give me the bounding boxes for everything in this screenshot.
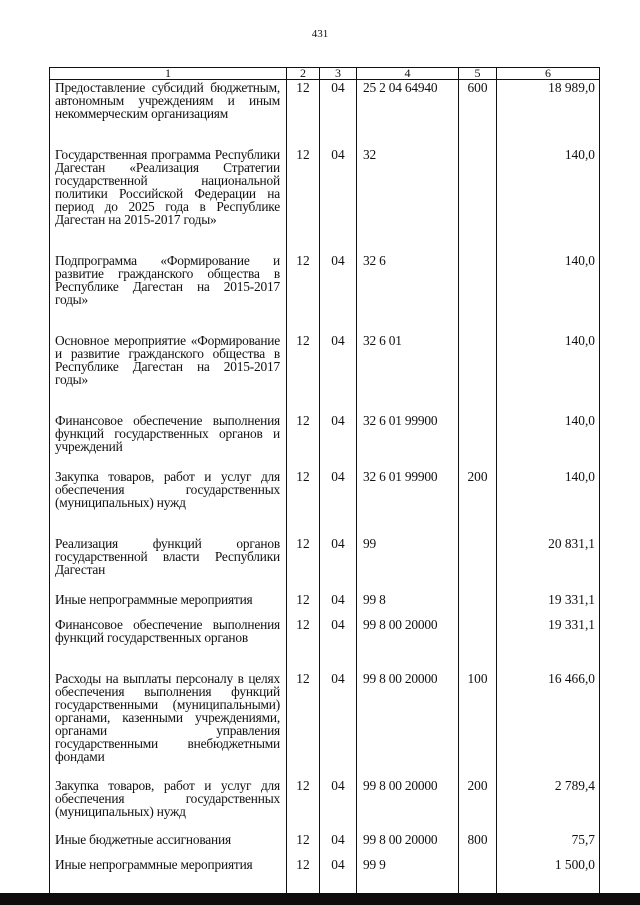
budget-table xyxy=(49,67,600,900)
expense-type-cell: 800 xyxy=(459,832,497,857)
subsection-cell: 04 xyxy=(320,80,357,148)
table-row xyxy=(50,469,600,536)
target-article-cell: 99 9 xyxy=(357,857,459,872)
amount-cell: 18 989,0 xyxy=(497,80,600,148)
amount-cell: 75,7 xyxy=(497,832,600,857)
table-row xyxy=(50,617,600,671)
expense-type-cell xyxy=(459,253,497,333)
row-name-cell: Финансовое обеспечение выполнения функций государственных органов xyxy=(50,617,287,671)
section-cell: 12 xyxy=(287,333,320,413)
amount-cell: 140,0 xyxy=(497,333,600,413)
subsection-cell: 04 xyxy=(320,253,357,333)
expense-type-cell: 600 xyxy=(459,80,497,148)
target-article-cell: 99 xyxy=(357,536,459,592)
column-header: 1 xyxy=(50,68,287,80)
target-article-cell: 99 8 xyxy=(357,592,459,617)
expense-type-cell: 100 xyxy=(459,671,497,778)
subsection-cell: 04 xyxy=(320,832,357,857)
row-name-cell: Подпрограмма «Формирование и развитие гражданского общества в Республике Дагестан на 2015-2017 годы» xyxy=(50,253,287,333)
row-name-cell: Основное мероприятие «Формирование и развитие гражданского общества в Республике Дагестан на 2015-2017 годы» xyxy=(50,333,287,413)
subsection-cell: 04 xyxy=(320,592,357,617)
table-row xyxy=(50,857,600,872)
subsection-cell: 04 xyxy=(320,778,357,832)
target-article-cell: 99 8 00 20000 xyxy=(357,617,459,671)
expense-type-cell xyxy=(459,857,497,872)
target-article-cell: 25 2 04 64940 xyxy=(357,80,459,148)
target-article-cell: 32 xyxy=(357,147,459,253)
table-row xyxy=(50,536,600,592)
amount-cell: 16 466,0 xyxy=(497,671,600,778)
section-cell: 12 xyxy=(287,832,320,857)
column-header: 3 xyxy=(320,68,357,80)
section-cell: 12 xyxy=(287,147,320,253)
subsection-cell: 04 xyxy=(320,469,357,536)
amount-cell: 19 331,1 xyxy=(497,592,600,617)
row-name-cell: Закупка товаров, работ и услуг для обеспечения государственных (муниципальных) нужд xyxy=(50,778,287,832)
amount-cell: 140,0 xyxy=(497,469,600,536)
column-header: 4 xyxy=(357,68,459,80)
amount-cell: 19 331,1 xyxy=(497,617,600,671)
expense-type-cell xyxy=(459,536,497,592)
subsection-cell: 04 xyxy=(320,536,357,592)
expense-type-cell: 200 xyxy=(459,778,497,832)
column-header: 2 xyxy=(287,68,320,80)
expense-type-cell xyxy=(459,333,497,413)
subsection-cell: 04 xyxy=(320,671,357,778)
row-name-cell: Расходы на выплаты персоналу в целях обеспечения выполнения функций государственными (муниципальными) органами, казенными учреждениями, органами управления государственными внебюджетными фондами xyxy=(50,671,287,778)
expense-type-cell xyxy=(459,617,497,671)
column-header: 5 xyxy=(459,68,497,80)
row-name-cell: Иные непрограммные мероприятия xyxy=(50,857,287,872)
amount-cell: 20 831,1 xyxy=(497,536,600,592)
subsection-cell: 04 xyxy=(320,857,357,872)
target-article-cell: 99 8 00 20000 xyxy=(357,671,459,778)
row-name-cell: Финансовое обеспечение выполнения функций государственных органов и учреждений xyxy=(50,413,287,469)
target-article-cell: 99 8 00 20000 xyxy=(357,832,459,857)
expense-type-cell xyxy=(459,592,497,617)
table-row xyxy=(50,413,600,469)
row-name-cell: Предоставление субсидий бюджетным, автономным учреждениям и иным некоммерческим организациям xyxy=(50,80,287,148)
subsection-cell: 04 xyxy=(320,617,357,671)
section-cell: 12 xyxy=(287,469,320,536)
target-article-cell: 32 6 xyxy=(357,253,459,333)
amount-cell: 140,0 xyxy=(497,413,600,469)
table-row xyxy=(50,592,600,617)
scan-edge-bar xyxy=(0,893,640,905)
table-row xyxy=(50,147,600,253)
section-cell: 12 xyxy=(287,253,320,333)
amount-cell: 140,0 xyxy=(497,147,600,253)
table-row xyxy=(50,333,600,413)
amount-cell: 2 789,4 xyxy=(497,778,600,832)
subsection-cell: 04 xyxy=(320,147,357,253)
section-cell: 12 xyxy=(287,778,320,832)
row-name-cell: Закупка товаров, работ и услуг для обеспечения государственных (муниципальных) нужд xyxy=(50,469,287,536)
target-article-cell: 32 6 01 99900 xyxy=(357,469,459,536)
table-row xyxy=(50,80,600,148)
section-cell: 12 xyxy=(287,857,320,872)
section-cell: 12 xyxy=(287,80,320,148)
section-cell: 12 xyxy=(287,671,320,778)
table-row xyxy=(50,832,600,857)
section-cell: 12 xyxy=(287,617,320,671)
section-cell: 12 xyxy=(287,413,320,469)
table-header-row xyxy=(50,68,600,80)
amount-cell: 1 500,0 xyxy=(497,857,600,872)
table-row xyxy=(50,253,600,333)
row-name-cell: Иные непрограммные мероприятия xyxy=(50,592,287,617)
target-article-cell: 99 8 00 20000 xyxy=(357,778,459,832)
row-name-cell: Иные бюджетные ассигнования xyxy=(50,832,287,857)
subsection-cell: 04 xyxy=(320,333,357,413)
expense-type-cell xyxy=(459,413,497,469)
section-cell: 12 xyxy=(287,536,320,592)
table-row xyxy=(50,778,600,832)
expense-type-cell: 200 xyxy=(459,469,497,536)
target-article-cell: 32 6 01 99900 xyxy=(357,413,459,469)
expense-type-cell xyxy=(459,147,497,253)
column-header: 6 xyxy=(497,68,600,80)
amount-cell: 140,0 xyxy=(497,253,600,333)
page-number: 431 xyxy=(311,28,329,40)
table-row xyxy=(50,671,600,778)
row-name-cell: Реализация функций органов государственной власти Республики Дагестан xyxy=(50,536,287,592)
section-cell: 12 xyxy=(287,592,320,617)
target-article-cell: 32 6 01 xyxy=(357,333,459,413)
subsection-cell: 04 xyxy=(320,413,357,469)
row-name-cell: Государственная программа Республики Дагестан «Реализация Стратегии государственной национальной политики Российской Федерации на период до 2025 года в Республике Дагестан на 2015-2017 годы» xyxy=(50,147,287,253)
